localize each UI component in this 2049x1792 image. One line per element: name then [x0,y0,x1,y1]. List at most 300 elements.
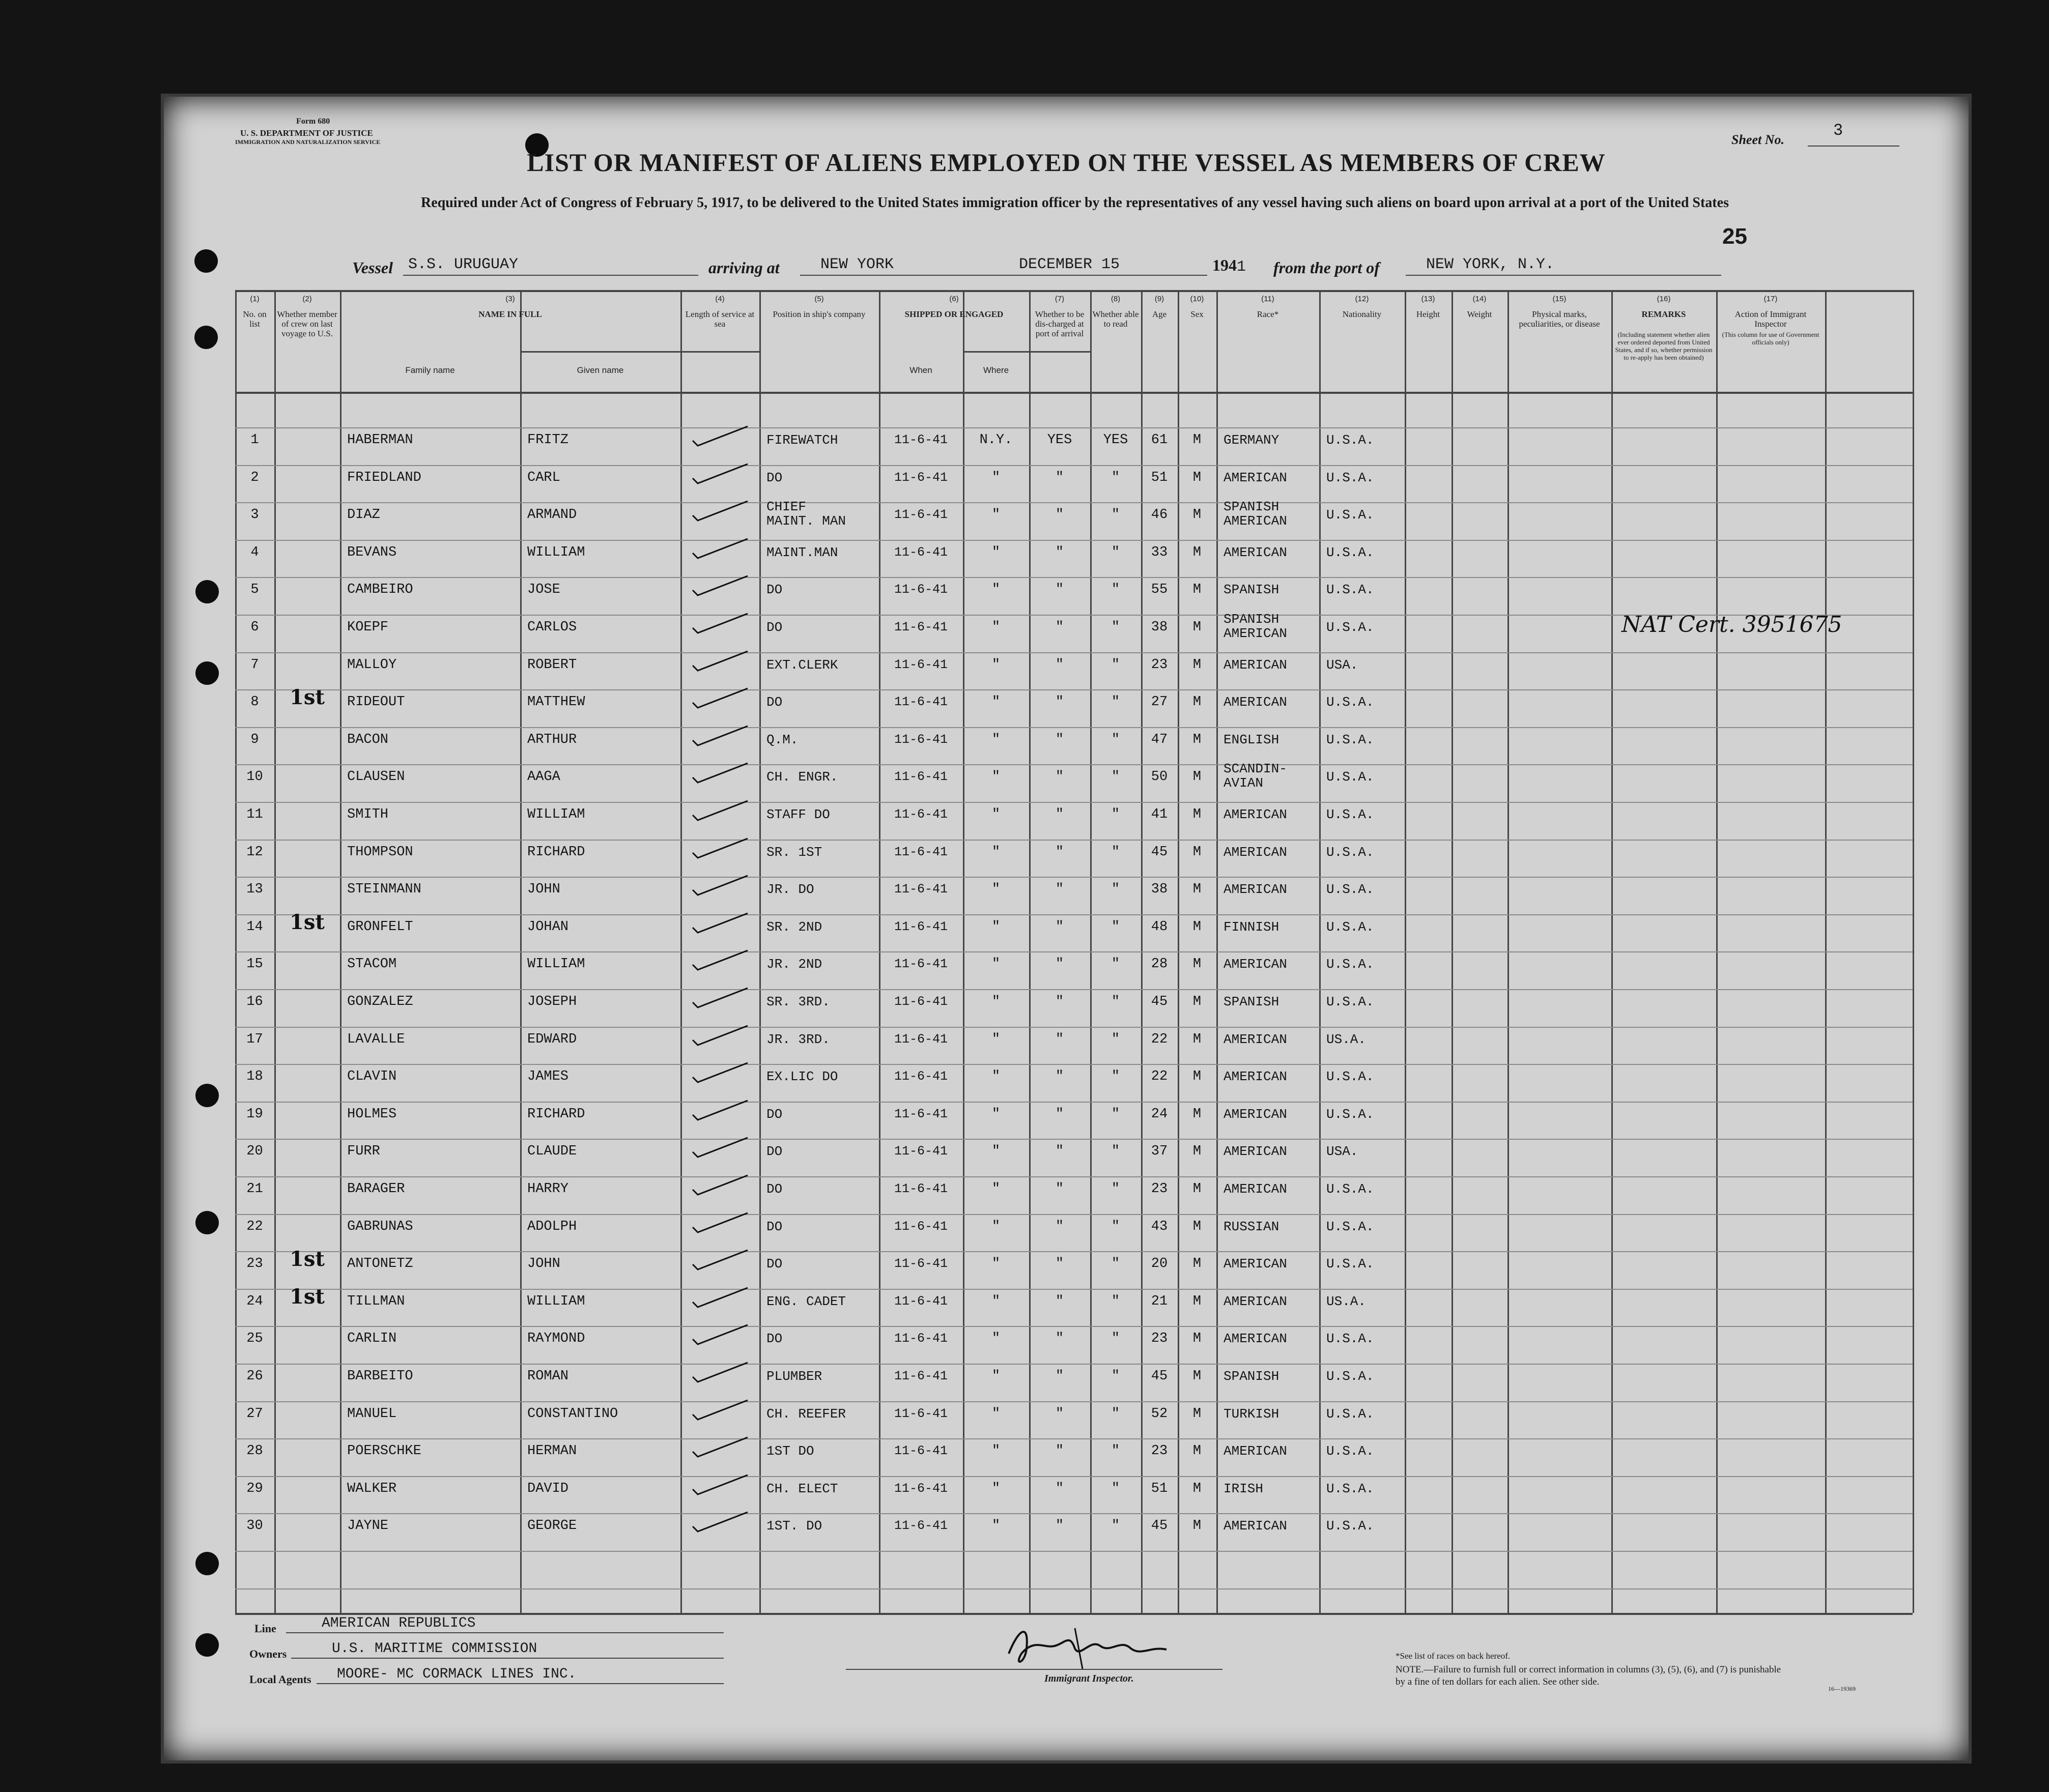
able-to-read: " [1111,994,1120,1009]
shipped-where: " [991,1106,1001,1122]
age: 24 [1151,1106,1168,1122]
shipped-where: " [991,1031,1001,1047]
row-rule [235,1251,1913,1252]
age: 28 [1151,957,1168,972]
shipped-where: " [991,1144,1001,1160]
able-to-read: " [1111,957,1120,972]
last-voyage-mark: 1st [290,1247,325,1271]
race: AMERICAN [1223,807,1287,822]
row-rule [235,877,1913,878]
shipped-when: 11-6-41 [894,1406,948,1421]
race-line-1: SPANISH [1223,499,1279,515]
remark-handwritten: NAT Cert. 3951675 [1621,612,1842,638]
shipped-where: " [991,844,1001,860]
discharged: " [1055,1106,1064,1122]
discharged: " [1055,582,1064,598]
column-number: (13) [1421,295,1435,303]
service-check-mark [691,834,752,860]
manifest-page [164,97,1969,1760]
nationality: U.S.A. [1326,1369,1374,1384]
subheader-c3-1: Family name [405,365,455,375]
sex: M [1192,1369,1202,1384]
column-header-c2: Whether member of crew on last voyage to U.S. [277,309,337,338]
column-header-c13: Height [1416,309,1440,319]
age: 22 [1151,1031,1168,1047]
arriving-port: NEW YORK [820,256,894,273]
family-name: DIAZ [347,507,380,523]
position: ENG. CADET [766,1293,846,1309]
position: DO [766,1181,783,1197]
nationality: U.S.A. [1326,957,1374,972]
column-header-c7: Whether to be dis-charged at port of arrival [1035,309,1085,338]
given-name: JOHN [527,882,560,898]
sex: M [1192,657,1202,673]
position: SR. 1ST [766,844,822,860]
column-number: (14) [1472,295,1487,303]
family-name: MALLOY [347,657,397,673]
able-to-read: " [1111,732,1120,747]
sex: M [1192,582,1202,598]
nationality: U.S.A. [1326,994,1374,1009]
shipped-when: 11-6-41 [894,620,948,634]
year-digit: 1 [1237,258,1246,276]
shipped-when: 11-6-41 [894,1331,948,1346]
able-to-read: " [1111,882,1120,898]
shipped-where: " [991,732,1001,747]
shipped-where: " [991,507,1001,523]
shipped-where: " [991,1406,1001,1422]
position: DO [766,1144,783,1160]
able-to-read: " [1111,1369,1120,1384]
nationality: U.S.A. [1326,470,1374,485]
given-name: HARRY [527,1181,569,1197]
print-code: 16—19369 [1828,1685,1856,1692]
column-number: (9) [1154,295,1164,303]
shipped-where: " [991,1293,1001,1309]
subheader-c17: (This column for use of Government officials only) [1722,331,1819,346]
family-name: RIDEOUT [347,695,405,710]
service-check-mark [691,684,752,710]
sex: M [1192,470,1202,485]
shipped-when: 11-6-41 [894,1518,948,1534]
position: Q.M. [766,732,799,747]
shipped-where: " [991,470,1001,485]
able-to-read: " [1111,1256,1120,1272]
from-label: from the port of [1273,258,1380,277]
nationality: U.S.A. [1326,695,1374,710]
discharged: " [1055,1406,1064,1422]
agents-underline [317,1683,724,1684]
service-check-mark [691,1134,752,1159]
race: AMERICAN [1223,1144,1287,1160]
sex: M [1192,1031,1202,1047]
family-name: STACOM [347,957,397,972]
race: AMERICAN [1223,695,1287,710]
sheet-label: Sheet No. [1731,132,1784,147]
inspector-underline [846,1669,1222,1670]
shipped-where: " [991,582,1001,598]
age: 61 [1151,432,1168,448]
column-number: (2) [302,295,312,303]
table-top-rule [235,290,1913,292]
row-rule [235,1214,1913,1215]
race: AMERICAN [1223,1069,1287,1085]
shipped-subheader-rule [963,351,1090,353]
subheader-c16: (Including statement whether alien ever ordered deported from United States, and if so, whether permission to re-apply has been obtained) [1615,331,1713,361]
service-check-mark [691,535,752,560]
nationality: U.S.A. [1326,919,1374,935]
race: TURKISH [1223,1406,1279,1422]
age: 48 [1151,919,1168,935]
row-number: 14 [246,919,263,935]
able-to-read: " [1111,507,1120,523]
service-check-mark [691,1246,752,1271]
row-rule [235,1513,1913,1514]
nationality: USA. [1326,1144,1358,1160]
sex: M [1192,1331,1202,1347]
position: CH. REEFER [766,1406,846,1422]
department: U. S. DEPARTMENT OF JUSTICE [240,128,373,138]
shipped-where: " [991,1181,1001,1197]
age: 45 [1151,844,1168,860]
nationality: U.S.A. [1326,620,1374,635]
nationality: USA. [1326,657,1358,673]
row-rule [235,840,1913,841]
discharged: " [1055,620,1064,635]
sex: M [1192,1106,1202,1122]
page-number: 25 [1722,224,1747,249]
subheader-c6-1: When [909,365,932,375]
family-name: BEVANS [347,544,397,560]
year-prefix: 194 [1212,256,1237,274]
sex: M [1192,695,1202,710]
family-name: MANUEL [347,1406,397,1422]
shipped-when: 11-6-41 [894,994,948,1009]
shipped-where: " [991,544,1001,560]
service-check-mark [691,610,752,635]
race: SPANISH [1223,582,1279,598]
given-name: FRITZ [527,432,569,448]
race: SPANISH [1223,994,1279,1009]
shipped-when: 11-6-41 [894,1481,948,1496]
position: STAFF DO [766,807,830,822]
discharged: " [1055,544,1064,560]
service-check-mark [691,1396,752,1422]
family-name: POERSCHKE [347,1443,421,1459]
column-header-c16: REMARKS [1641,309,1686,319]
position: JR. 3RD. [766,1031,830,1047]
nationality: U.S.A. [1326,1443,1374,1459]
race: IRISH [1223,1481,1264,1496]
service-check-mark [691,647,752,673]
column-header-c15: Physical marks, peculiarities, or disease [1519,309,1600,329]
shipped-where: " [991,1331,1001,1347]
nationality: US.A. [1326,1293,1367,1309]
position: SR. 2ND [766,919,822,935]
age: 23 [1151,1181,1168,1197]
age: 52 [1151,1406,1168,1422]
family-name: TILLMAN [347,1293,405,1309]
family-name: CARLIN [347,1331,397,1347]
race: AMERICAN [1223,1181,1287,1197]
able-to-read: " [1111,1518,1120,1534]
age: 41 [1151,807,1168,822]
column-header-c12: Nationality [1342,309,1382,319]
age: 23 [1151,1331,1168,1347]
family-name: HABERMAN [347,432,413,448]
race-line-1: SPANISH [1223,612,1279,627]
discharged: YES [1047,432,1072,448]
discharged: " [1055,657,1064,673]
shipped-when: 11-6-41 [894,1443,948,1459]
row-rule [235,1102,1913,1103]
sex: M [1192,807,1202,822]
family-name: KOEPF [347,620,389,635]
shipped-where: " [991,1219,1001,1234]
given-name: JOHAN [527,919,569,935]
service-check-mark [691,984,752,1009]
owners-label: Owners [249,1648,287,1660]
shipped-when: 11-6-41 [894,957,948,972]
shipped-when: 11-6-41 [894,769,948,785]
age: 23 [1151,657,1168,673]
row-rule [235,1064,1913,1065]
service-check-mark [691,1022,752,1047]
subheader-c6-2: Where [983,365,1009,375]
given-name: ROMAN [527,1369,569,1384]
family-name: GONZALEZ [347,994,413,1009]
age: 50 [1151,769,1168,785]
vessel-name: S.S. URUGUAY [408,256,519,273]
family-name: CLAVIN [347,1069,397,1085]
race: AMERICAN [1223,1331,1287,1347]
service-check-mark [691,1096,752,1122]
family-name: JAYNE [347,1518,389,1534]
age: 20 [1151,1256,1168,1272]
given-name: ROBERT [527,657,577,673]
service-check-mark [691,797,752,822]
column-header-c17: Action of Immigrant Inspector [1734,309,1807,329]
column-header-c10: Sex [1190,309,1204,319]
row-number: 12 [246,844,263,860]
given-name: WILLIAM [527,1293,585,1309]
nationality: U.S.A. [1326,1481,1374,1496]
able-to-read: " [1111,807,1120,822]
position: FIREWATCH [766,432,838,448]
position: CH. ELECT [766,1481,838,1496]
column-header-c5: Position in ship's company [773,309,866,319]
last-voyage-mark: 1st [290,1284,325,1309]
given-name: MATTHEW [527,695,585,710]
row-number: 28 [246,1443,263,1459]
shipped-where: " [991,769,1001,785]
row-rule [235,502,1913,503]
row-rule [235,427,1913,428]
column-header-c8: Whether able to read [1092,309,1139,329]
sex: M [1192,1181,1202,1197]
shipped-when: 11-6-41 [894,732,948,747]
able-to-read: " [1111,1406,1120,1422]
column-number: (15) [1552,295,1567,303]
table-bottom-rule [235,1613,1913,1615]
form-number: Form 680 [296,117,330,126]
row-rule [235,652,1913,653]
row-number: 15 [246,957,263,972]
shipped-when: 11-6-41 [894,1369,948,1383]
shipped-where: " [991,1518,1001,1534]
owners-underline [291,1658,724,1659]
column-number: (16) [1657,295,1671,303]
nationality: U.S.A. [1326,1331,1374,1347]
nationality: U.S.A. [1326,769,1374,785]
row-rule [235,577,1913,578]
family-name: HOLMES [347,1106,397,1122]
row-rule [235,914,1913,915]
age: 45 [1151,1518,1168,1534]
position: 1ST DO [766,1443,814,1459]
inspector-label: Immigrant Inspector. [1044,1673,1134,1684]
shipped-when: 11-6-41 [894,1106,948,1121]
service-check-mark [691,1508,752,1534]
position: DO [766,582,783,598]
sex: M [1192,432,1202,448]
discharged: " [1055,1144,1064,1160]
sex: M [1192,1219,1202,1234]
family-name: BACON [347,732,389,747]
row-rule [235,1027,1913,1028]
shipped-when: 11-6-41 [894,432,948,447]
row-number: 25 [246,1331,263,1347]
family-name: BARBEITO [347,1369,413,1384]
given-name: CLAUDE [527,1144,577,1160]
position: DO [766,1256,783,1272]
row-number: 16 [246,994,263,1009]
shipped-where: " [991,1256,1001,1272]
age: 43 [1151,1219,1168,1234]
column-header-c14: Weight [1467,309,1492,319]
shipped-when: 11-6-41 [894,919,948,934]
sex: M [1192,1256,1202,1272]
given-name: ADOLPH [527,1219,577,1234]
row-rule [235,689,1913,690]
position: SR. 3RD. [766,994,830,1009]
given-name: JAMES [527,1069,569,1085]
race: AMERICAN [1223,470,1287,485]
family-name: ANTONETZ [347,1256,413,1272]
race: AMERICAN [1223,844,1287,860]
column-number: (10) [1190,295,1204,303]
able-to-read: " [1111,1331,1120,1347]
row-number: 3 [250,507,259,523]
nationality: U.S.A. [1326,807,1374,822]
position: DO [766,1219,783,1234]
last-voyage-mark: 1st [290,685,325,710]
column-number: (11) [1261,295,1274,303]
shipped-when: 11-6-41 [894,582,948,597]
able-to-read: " [1111,1443,1120,1459]
sex: M [1192,732,1202,747]
sex: M [1192,1406,1202,1422]
age: 45 [1151,1369,1168,1384]
column-number: (1) [250,295,260,303]
discharged: " [1055,1443,1064,1459]
shipped-where: " [991,1369,1001,1384]
nationality: U.S.A. [1326,1256,1374,1272]
sex: M [1192,1293,1202,1309]
sex: M [1192,1518,1202,1534]
age: 38 [1151,882,1168,898]
row-number: 8 [250,695,259,710]
agents-label: Local Agents [249,1673,311,1686]
row-number: 9 [250,732,259,747]
given-name: RICHARD [527,1106,585,1122]
discharged: " [1055,957,1064,972]
race-line-2: AMERICAN [1223,513,1287,529]
line-value: AMERICAN REPUBLICS [322,1615,476,1631]
service-check-mark [691,1359,752,1384]
shipped-when: 11-6-41 [894,657,948,672]
race: AMERICAN [1223,1443,1287,1459]
race: AMERICAN [1223,544,1287,560]
family-name: SMITH [347,807,389,822]
column-header-c11: Race* [1257,309,1279,319]
service-check-mark [691,1433,752,1459]
given-name: AAGA [527,769,560,785]
service-check-mark [691,1059,752,1084]
race: AMERICAN [1223,882,1287,898]
column-number: (7) [1055,295,1065,303]
row-rule [235,1364,1913,1365]
nationality: U.S.A. [1326,1518,1374,1534]
row-number: 17 [246,1031,263,1047]
discharged: " [1055,1219,1064,1234]
given-name: WILLIAM [527,957,585,972]
shipped-when: 11-6-41 [894,807,948,822]
nationality: U.S.A. [1326,432,1374,448]
column-header-c1: No. on list [243,309,267,329]
position: DO [766,620,783,635]
family-name: LAVALLE [347,1031,405,1047]
arrival-date: DECEMBER 15 [1019,256,1120,273]
discharged: " [1055,1181,1064,1197]
row-number: 5 [250,582,259,598]
given-name: RICHARD [527,844,585,860]
service-check-mark [691,759,752,785]
race-line-1: SCANDIN- [1223,761,1287,777]
position: DO [766,695,783,710]
given-name: ARMAND [527,507,577,523]
given-name: RAYMOND [527,1331,585,1347]
family-name: THOMPSON [347,844,413,860]
race: AMERICAN [1223,1256,1287,1272]
given-name: CARLOS [527,620,577,635]
service-check-mark [691,1171,752,1197]
able-to-read: " [1111,1144,1120,1160]
age: 51 [1151,1481,1168,1496]
row-rule [235,764,1913,765]
header-bottom-rule [235,392,1913,394]
sheet-number: 3 [1833,121,1843,140]
family-name: WALKER [347,1481,397,1496]
discharged: " [1055,732,1064,747]
nationality: U.S.A. [1326,882,1374,898]
column-rule [1913,290,1914,1613]
position: 1ST. DO [766,1518,822,1534]
nationality: U.S.A. [1326,732,1374,747]
sex: M [1192,844,1202,860]
able-to-read: " [1111,1069,1120,1085]
sex: M [1192,994,1202,1009]
